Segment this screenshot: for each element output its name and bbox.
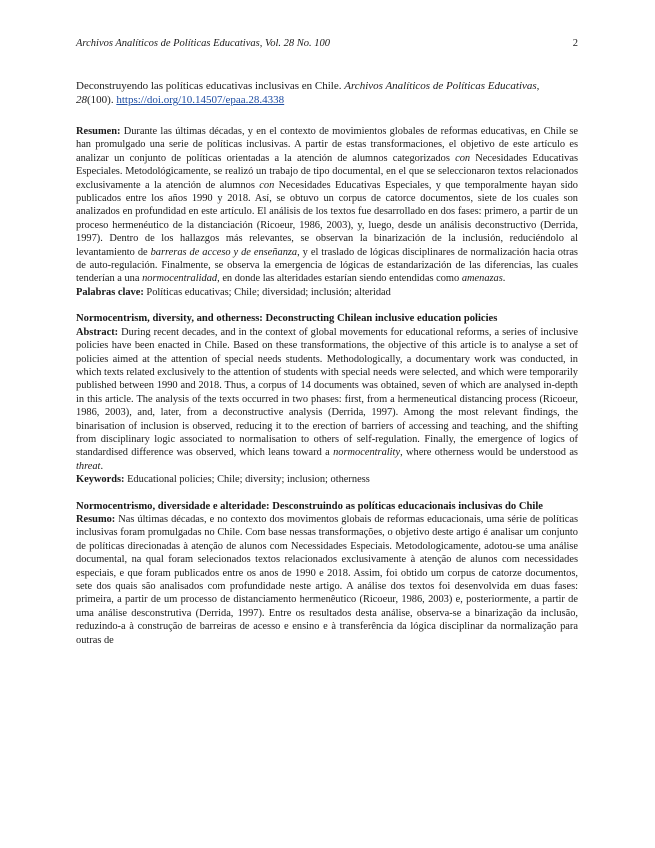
citation-volume: 28	[76, 94, 87, 106]
resumen-text-6: .	[502, 273, 506, 285]
abstract-em-2: threat	[76, 460, 101, 472]
palabras-clave-label: Palabras clave:	[76, 286, 144, 298]
portuguese-title: Normocentrismo, diversidade e alteridade: Desconstruindo as políticas educacionais inclusivas do Chile	[76, 500, 544, 512]
resumo-text: Nas últimas décadas, e no contexto dos movimentos globais de reformas educacionais, uma série de políticas inclusivas foram promulgadas no Chile. Com base nessas transformações, o objetivo deste artigo é analisar um conjunto de políticas direcionadas à atenção de alunos com Necessidades Especiais. Metodologicamente, adotou-se uma análise documental, na qual foram selecionados textos relacionados exclusivamente à atenção de alunos com necessidades especiais, e que foram publicados entre os anos de 1990 e 2018. Assim, foi obtido um corpus de catorze documentos, sete dos quais são analisados com profundidade neste artigo. A análise dos textos foi desenvolvida em duas fases: primeira, a partir de um processo de distanciamento hermenêutico (Ricoeur, 1986, 2003) e, posteriormente, a partir de uma análise desconstrutiva (Derrida, 1997). Entre os resultados desta análise, observa-se a binarização da inclusão, reduzindo-a à construção de barreiras de acesso e ensino e à transferência da lógica disciplinar da normalização para outras de	[76, 513, 578, 646]
resumen-text-3: Necesidades Educativas Especiales, y que temporalmente hayan sido publicados entre los años 1990 y 2018. Así, se obtuvo un corpus de catorce documentos, siete de los cuales son analizados en profundidad en este artículo. El análisis de los textos fue desarrollado en dos fases: primero, a partir de un proceso hermenéutico de la distanciación (Ricoeur, 1986, 2003), y, luego, desde un análisis deconstructivo (Derrida, 1997). Dentro de los hallazgos más relevantes, se observan la binarización de la inclusión, reduciéndolo al levantamiento de	[76, 179, 578, 258]
resumen-text-4: , y el traslado de lógicas disciplinares de normalización hacia otras de auto-regulación. Finalmente, se observa la emergencia de lógicas de estandarización de las diferencias, las cuales tenderían a una	[76, 246, 578, 285]
resumen-em-1: con	[455, 152, 471, 164]
resumen-em-5: amenazas	[461, 273, 503, 285]
abstract-text-1: During recent decades, and in the context of global movements for educational reforms, a series of inclusive policies have been enacted in Chile. Based on these transformations, the objective of this article is to analyse a set of policies aimed at the attention of special needs students. Methodologically, a documentary work was conducted, in which texts related exclusively to the attention of students with special needs were selected, and which were temporarily published between 1990 and 2018. Thus, a corpus of 14 documents was obtained, seven of which are analysed in-depth in this article. The analysis of the texts occurred in two phases: first, from a hermeneutical distancing process (Ricoeur, 1986, 2003), and, later, from a deconstructive analysis (Derrida, 1997). Among the most relevant findings, the binarisation of inclusion is observed, reducing it to the erection of barriers of accessing and teaching, and the shifting from disciplinary logic associated to normalisation to others of self-regulation. Finally, the emergence of logics of standardised difference was observed, which leans toward a	[76, 326, 578, 459]
palabras-clave: Políticas educativas; Chile; diversidad; inclusión; alteridad	[143, 286, 391, 298]
resumen-text-1: Durante las últimas décadas, y en el contexto de movimientos globales de reformas educativas, en Chile se han promulgado una serie de políticas inclusivas. A partir de estas transformaciones, el objetivo de este artículo es analizar un conjunto de políticas orientadas a la atención de alumnos categorizados	[76, 126, 578, 164]
abstract-text-2: , where otherness would be understood as	[400, 447, 578, 459]
doi-link[interactable]: https://doi.org/10.14507/epaa.28.4338	[116, 94, 285, 106]
citation-text: Deconstruyendo las políticas educativas inclusivas en Chile.	[76, 80, 342, 92]
resumen-label: Resumen:	[76, 126, 121, 137]
resumen-text-2: Necesidades Educativas Especiales. Metodológicamente, se realizó un trabajo de tipo documental, en el que se seleccionaron textos relacionados exclusivamente a la atención de alumnos	[76, 152, 578, 191]
resumen-em-3: barreras de acceso y de enseñanza	[150, 246, 298, 258]
resumen-em-2: con	[259, 179, 275, 191]
abstract-label: Abstract:	[76, 326, 119, 338]
resumen-em-4: normocentralidad	[142, 273, 218, 285]
resumo-section	[76, 500, 578, 647]
page-number: 2	[572, 38, 578, 49]
resumen-text-5: , en donde las alteridades estarían siendo entendidas como	[217, 273, 462, 285]
abstract-em-1: normocentrality	[333, 447, 401, 459]
resumen-section	[76, 125, 578, 299]
journal-header: Archivos Analíticos de Políticas Educativas, Vol. 28 No. 100	[76, 38, 331, 49]
running-header	[76, 38, 578, 49]
citation-journal: Archivos Analíticos de Políticas Educativas,	[344, 80, 540, 92]
abstract-text-3: .	[100, 460, 104, 472]
keywords-label: Keywords:	[76, 474, 125, 486]
citation	[76, 79, 578, 107]
english-title: Normocentrism, diversity, and otherness: Deconstructing Chilean inclusive education policies	[76, 313, 498, 325]
citation-issue: (100).	[87, 94, 114, 106]
document-page	[76, 38, 578, 647]
abstract-section	[76, 312, 578, 486]
resumo-label: Resumo:	[76, 513, 116, 525]
keywords: Educational policies; Chile; diversity; inclusion; otherness	[124, 474, 370, 486]
